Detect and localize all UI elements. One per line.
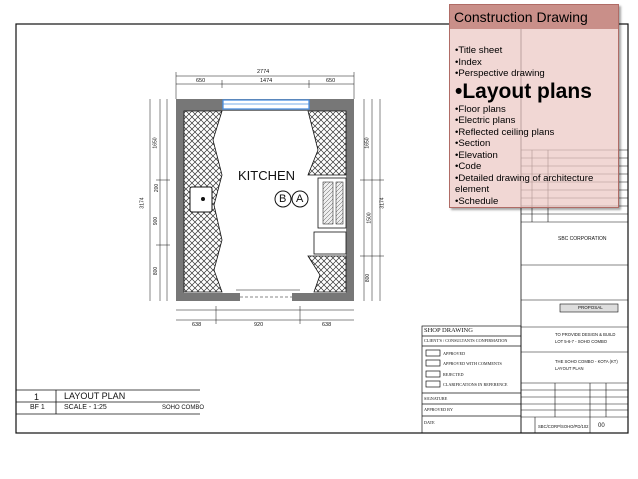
- section-mark-a-label: A: [296, 193, 304, 205]
- dim-side-total-left: 3174: [139, 197, 146, 209]
- shop-option-1: APPROVED: [443, 351, 466, 356]
- proposal-label: PROPOSAL: [578, 305, 603, 310]
- project-line-1: TO PROVIDE DESIGN & BUILD: [555, 332, 616, 337]
- list-item: •Electric plans: [455, 115, 516, 126]
- shop-drawing-subtitle: CLIENT'S / CONSULTANTS CONFIRMATION: [424, 338, 508, 343]
- bf-label: BF 1: [30, 404, 45, 411]
- shop-drawing-title: SHOP DRAWING: [424, 327, 473, 334]
- dim-bottom-1: 638: [192, 322, 202, 328]
- list-item: •Perspective drawing: [455, 68, 545, 79]
- right-lower-tiles: [308, 256, 346, 292]
- client-name: SBC CORPORATION: [558, 236, 607, 242]
- shop-option-4: CLARIFICATIONS IN REFERENCE: [443, 382, 508, 387]
- window: [223, 100, 309, 109]
- scale-label: SCALE - 1:25: [64, 404, 107, 411]
- bottom-wall-left: [176, 293, 240, 301]
- list-item: •Detailed drawing of architecture element: [455, 172, 594, 195]
- list-item: •Schedule: [455, 195, 499, 207]
- list-item-highlight: •Layout plans: [455, 79, 592, 103]
- list-item: •Index: [455, 56, 482, 68]
- construction-drawing-card: [449, 4, 619, 208]
- card-list: [455, 45, 615, 207]
- kitchen-plan: [176, 99, 354, 301]
- room-name: KITCHEN: [238, 168, 296, 183]
- layout-title: LAYOUT PLAN: [64, 391, 126, 401]
- dim-top-1: 650: [196, 78, 206, 84]
- list-item: •Elevation: [455, 149, 498, 161]
- layout-number: 1: [34, 392, 40, 402]
- revision: 00: [598, 423, 605, 429]
- drawing-number: SBC/CORP/SOHO/PD/102: [538, 424, 589, 429]
- list-item: •Reflected ceiling plans: [455, 126, 555, 138]
- bottom-wall-right: [292, 293, 354, 301]
- project-tag: SOHO COMBO: [162, 405, 205, 411]
- left-wall: [176, 99, 184, 301]
- dim-right-3: 800: [365, 273, 372, 283]
- shop-field-date: DATE: [424, 420, 435, 425]
- shop-field-signature: SIGNATURE: [424, 396, 448, 401]
- dim-left-1: 1650: [152, 137, 159, 149]
- shop-option-3: REJECTED: [443, 372, 464, 377]
- sink: [190, 187, 212, 212]
- section-mark-b-label: B: [279, 193, 287, 205]
- dim-right-1: 1650: [364, 137, 371, 149]
- card-title: Construction Drawing: [450, 5, 618, 29]
- list-item: •Title sheet: [455, 45, 503, 56]
- project-line-2: LOT 5-6-7 - SOHO COMBO: [555, 339, 608, 344]
- dim-top-3: 650: [326, 78, 336, 84]
- dim-right-2: 1500: [366, 212, 373, 224]
- dim-side-total-right: 3174: [379, 197, 386, 209]
- dim-left-2: 200: [154, 183, 161, 193]
- dim-top-total: 2774: [257, 69, 270, 75]
- dim-left-4: 800: [153, 266, 160, 276]
- drawing-line-1: THE SOHO COMBO - KOTA (KT): [555, 359, 618, 364]
- fridge: [314, 232, 346, 254]
- list-item: •Section: [455, 138, 491, 149]
- shop-field-approved-by: APPROVED BY: [424, 407, 453, 412]
- drawing-line-2: LAYOUT PLAN: [555, 366, 584, 371]
- shop-option-2: APPROVED WITH COMMENTS: [443, 361, 502, 366]
- list-item: •Floor plans: [455, 103, 506, 115]
- list-item: •Code: [455, 161, 482, 172]
- dim-top-2: 1474: [260, 78, 273, 84]
- right-wall: [346, 99, 354, 301]
- right-upper-tiles: [308, 111, 346, 175]
- dim-left-3: 900: [153, 216, 160, 226]
- dim-bottom-3: 638: [322, 322, 332, 328]
- dim-bottom-2: 920: [254, 322, 264, 328]
